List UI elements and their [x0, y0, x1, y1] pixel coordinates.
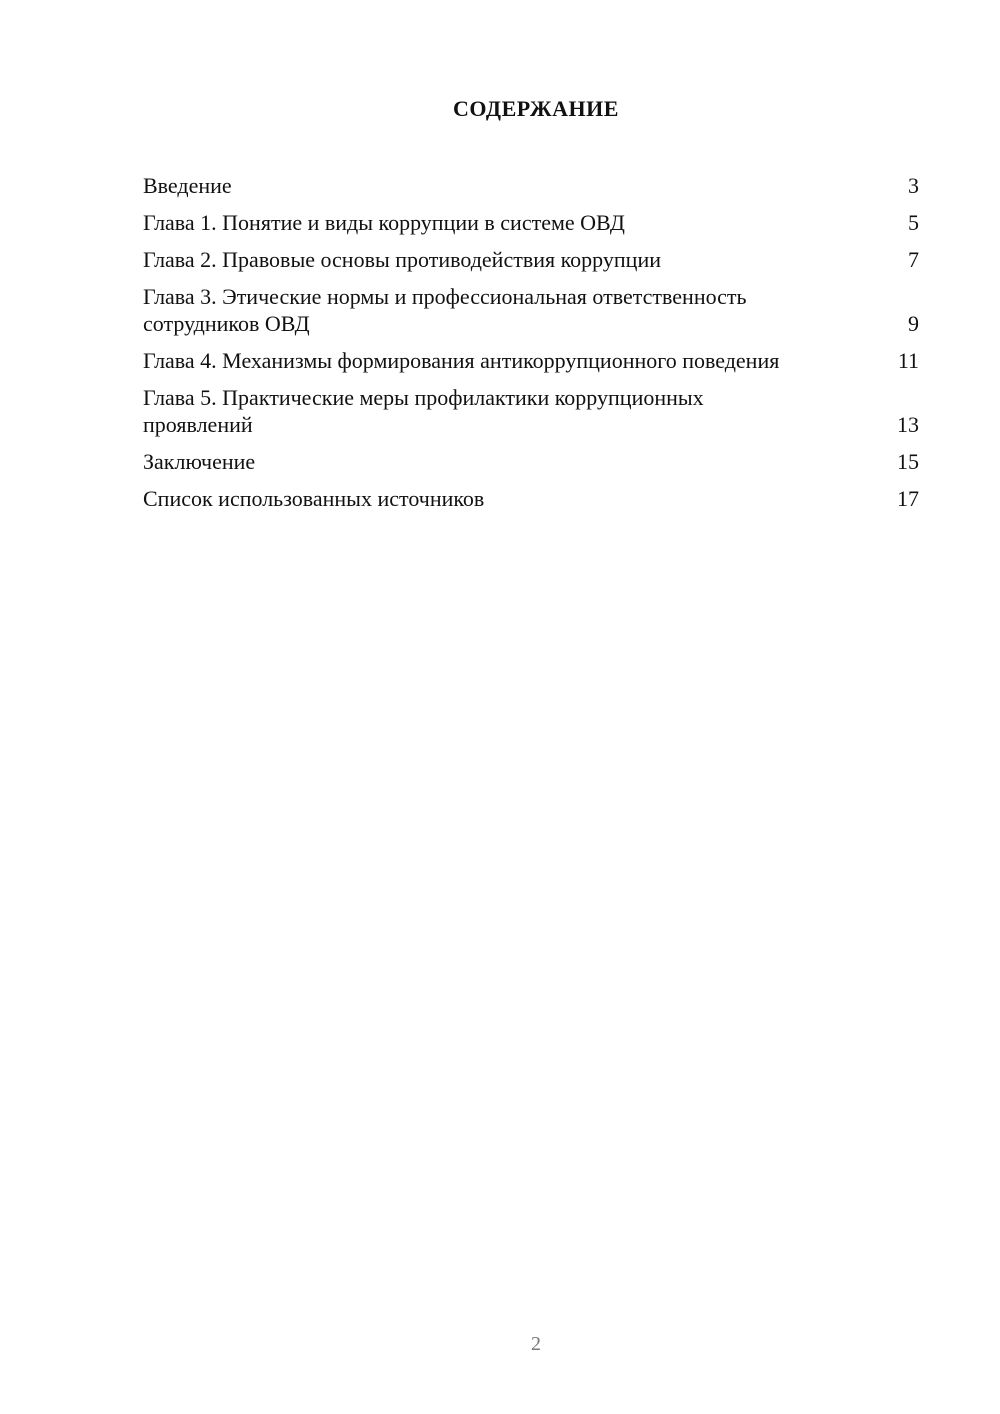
- toc-entry-chapter-3[interactable]: [143, 283, 919, 337]
- toc-entry-page: 15: [897, 449, 919, 474]
- toc-entry-text: Глава 1. Понятие и виды коррупции в системе ОВД: [143, 210, 625, 235]
- page-number: 2: [531, 1333, 541, 1355]
- toc-entry-text: Глава 2. Правовые основы противодействия коррупции: [143, 247, 661, 272]
- toc-entry-introduction[interactable]: [143, 172, 919, 199]
- toc-entry-conclusion[interactable]: [143, 448, 919, 475]
- toc-entry-text: Глава 5. Практические меры профилактики коррупционных проявлений: [143, 385, 704, 437]
- toc-entry-page: 3: [908, 173, 919, 198]
- toc-entry-references[interactable]: [143, 485, 919, 512]
- toc-entry-page: 11: [897, 348, 919, 373]
- toc-entry-text: Глава 4. Механизмы формирования антикоррупционного поведения: [143, 348, 780, 373]
- toc-entry-chapter-2[interactable]: [143, 246, 919, 273]
- table-of-contents: [143, 172, 919, 522]
- toc-entry-page: 5: [908, 210, 919, 235]
- toc-entry-text: Список использованных источников: [143, 486, 485, 511]
- toc-entry-text: Введение: [143, 173, 232, 198]
- toc-title: СОДЕРЖАНИЕ: [453, 96, 619, 121]
- toc-entry-text: Глава 3. Этические нормы и профессиональная ответственность сотрудников ОВД: [143, 284, 747, 336]
- toc-entry-page: 13: [897, 412, 919, 437]
- toc-entry-page: 7: [908, 247, 919, 272]
- toc-entry-chapter-5[interactable]: [143, 384, 919, 438]
- toc-entry-chapter-4[interactable]: [143, 347, 919, 374]
- toc-entry-page: 17: [897, 486, 919, 511]
- toc-entry-text: Заключение: [143, 449, 256, 474]
- toc-entry-page: 9: [908, 311, 919, 336]
- toc-entry-chapter-1[interactable]: [143, 209, 919, 236]
